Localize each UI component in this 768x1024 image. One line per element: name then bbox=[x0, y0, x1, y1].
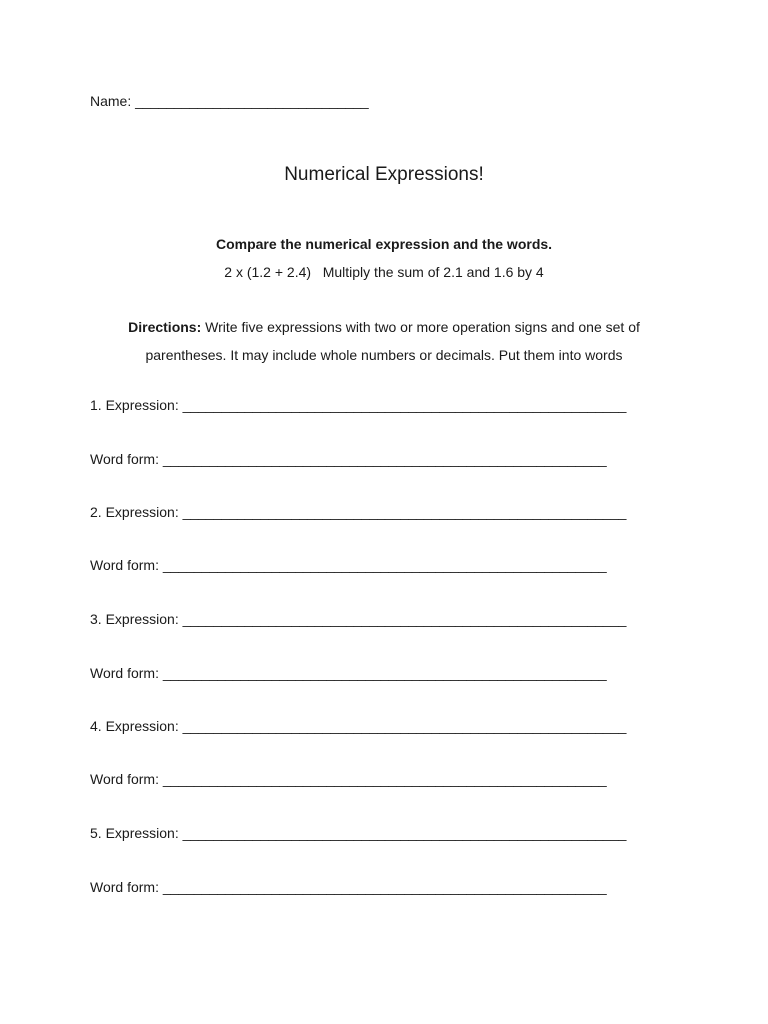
worksheet-title: Numerical Expressions! bbox=[284, 164, 484, 185]
word-form-5-line[interactable]: Word form: _________________________________________________________ bbox=[90, 879, 607, 895]
expression-3-line[interactable]: 3. Expression: _________________________________________________________ bbox=[90, 611, 627, 627]
name-field[interactable]: Name: ______________________________ bbox=[90, 93, 369, 109]
worksheet-subtitle: Compare the numerical expression and the words. bbox=[215, 236, 553, 252]
word-form-3-line[interactable]: Word form: _________________________________________________________ bbox=[90, 665, 607, 681]
expression-2-line[interactable]: 2. Expression: _________________________________________________________ bbox=[90, 504, 627, 520]
word-form-4-line[interactable]: Word form: _________________________________________________________ bbox=[90, 771, 607, 787]
expression-5-line[interactable]: 5. Expression: _________________________________________________________ bbox=[90, 825, 627, 841]
expression-1-line[interactable]: 1. Expression: _________________________________________________________ bbox=[90, 397, 627, 413]
directions-text: Write five expressions with two or more operation signs and one set of parentheses. It may include whole numbers or decimals. Put them into words bbox=[145, 319, 640, 363]
directions-paragraph bbox=[100, 313, 668, 369]
directions-label: Directions: bbox=[128, 319, 202, 335]
word-form-2-line[interactable]: Word form: _________________________________________________________ bbox=[90, 557, 607, 573]
example-expression: 2 x (1.2 + 2.4) Multiply the sum of 2.1 and 1.6 by 4 bbox=[224, 264, 544, 280]
word-form-1-line[interactable]: Word form: _________________________________________________________ bbox=[90, 451, 607, 467]
expression-4-line[interactable]: 4. Expression: _________________________________________________________ bbox=[90, 718, 627, 734]
